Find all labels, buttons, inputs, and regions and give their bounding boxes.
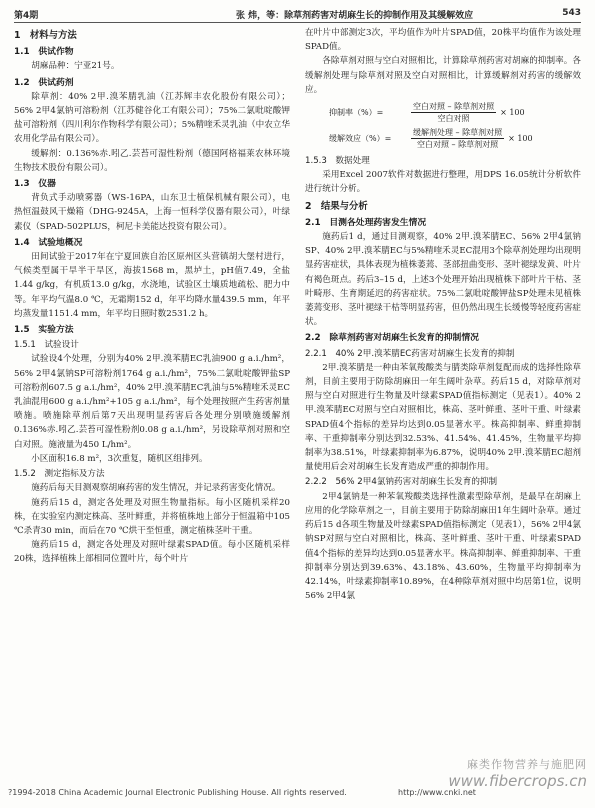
formula-block [329,101,581,150]
article-running-title: 张 炜，等：除草剂药害对胡麻生长的抑制作用及其缓解效应 [236,11,474,21]
subsection-heading: 1.1 供试作物 [14,47,74,58]
header-rule [14,22,581,23]
paragraph: 2甲4氯钠是一种苯氧羧酸类选择性激素型除草剂，是最早在胡麻上应用的化学除草剂之一，目前主要用于防除胡麻田1年生阔叶杂草。通过药后15 d各项生物量及叶绿素SPAD值指标测定（见表1），56% 2甲4氯钠SP对照与空白对照相比，株高、茎叶鲜重、茎叶干重、叶绿素SPAD值4个指标的差异均达到0.05显著水平。株高抑制率、鲜重抑制率、干重抑制率分别达到39.63%、43.18%、43.60%，生物量平均抑制率为42.14%，叶绿素抑制率10.89%，在4种除草剂对照中均居第1位，说明56% 2甲4氯 [305,491,581,602]
numerator: 缓解剂处理 – 除草剂对照 [413,128,503,138]
paragraph: 缓解剂：0.136%赤.吲乙.芸苔可湿性粉剂（德国阿格福莱农林环境生物技术股份有限公司）。 [14,148,290,173]
fraction [411,101,496,124]
subsection-heading: 1.3 仪器 [14,179,56,190]
section-heading: 2 结果与分析 [305,200,368,212]
running-header [14,6,581,22]
page-footer [0,784,595,804]
subsubsection-heading: 1.5.2 测定指标及方法 [14,469,105,480]
issue-number: 第4期 [14,11,39,21]
paragraph: 施药后15 d，测定各处理及对照叶绿素SPAD值。每小区随机采样20株，选择植株上部相同位置叶片，每个叶片 [14,540,290,565]
denominator: 空白对照 [437,114,470,124]
fraction [411,127,504,150]
footer-link[interactable]: http://www.cnki.net [398,788,476,797]
multiplier: × 100 [508,134,533,144]
subsection-heading: 2.2 除草剂药害对胡麻生长发育的抑制情况 [305,333,479,344]
paragraph: 施药后15 d，测定各处理及对照生物量指标。每小区随机采样20株，在实验室内测定株高、茎叶鲜重，并将植株地上部分于恒温箱中105 ℃杀青30 min，而后在70 ℃烘干至恒重，测定植株茎叶干重。 [14,497,290,536]
paragraph: 小区面积16.8 m²，3次重复，随机区组排列。 [31,453,208,464]
left-column [14,26,290,768]
watermark-url: www.fibercrops.cn [448,772,587,790]
paragraph: 除草剂：40% 2甲.溴苯腈乳油（江苏辉丰农化股份有限公司）；56% 2甲4氯钠可溶粉剂（江苏健谷化工有限公司）；75%二氯吡啶酸钾盐可溶粉剂（四川利尔作物科学有限公司）；5%精喹禾灵乳油（中农立华农用化学品有限公司）。 [14,91,290,145]
paragraph: 施药后每天目测观察胡麻药害的发生情况，并记录药害变化情况。 [31,483,281,494]
paragraph: 采用Excel 2007软件对数据进行整理，用DPS 16.05统计分析软件进行统计分析。 [305,170,581,195]
multiplier: × 100 [500,108,525,118]
page-number: 543 [562,8,581,18]
formula-label: 缓解效应（%）= [329,134,392,144]
subsubsection-heading: 2.2.2 56% 2甲4氯钠药害对胡麻生长发育的抑制 [305,477,498,488]
paragraph: 在叶片中部测定3次，平均值作为叶片SPAD值，20株平均值作为该处理SPAD值。 [305,28,581,53]
subsubsection-heading: 1.5.1 试验设计 [14,340,79,351]
subsubsection-heading: 1.5.3 数据处理 [305,156,370,167]
subsubsection-heading: 2.2.1 40% 2甲.溴苯腈EC药害对胡麻生长发育的抑制 [305,348,515,359]
inhibition-rate-formula [329,101,581,124]
copyright-notice: ?1994-2018 China Academic Journal Electronic Publishing House. All rights reserved. [8,788,347,797]
paragraph: 2甲.溴苯腈是一种由苯氧羧酸类与腈类除草剂复配而成的选择性除草剂，目前主要用于防除胡麻田一年生阔叶杂草。药后15 d，对除草剂对照与空白对照进行生物量及叶绿素SPAD值指标测定（见表1）。40% 2甲.溴苯腈EC对照与空白对照相比，株高、茎叶鲜重、茎叶干重、叶绿素SPAD值4个指标的差异均达到0.05显著水平。株高抑制率、鲜重抑制率、干重抑制率分别达到32.53%、41.54%、41.45%，生物量平均抑制率为38.51%，叶绿素抑制率为6.87%，说明40% 2甲.溴苯腈EC超剂量使用后会对胡麻生长发育造成严重的抑制作用。 [305,362,581,473]
watermark-text: 麻类作物营养与施肥网 [467,758,587,771]
right-column [305,26,581,768]
paragraph: 胡麻品种：宁亚21号。 [31,61,120,72]
mitigation-effect-formula [329,127,581,150]
subsection-heading: 1.2 供试药剂 [14,77,74,88]
section-heading: 1 材料与方法 [14,30,77,41]
paragraph: 背负式手动喷雾器（WS-16PA，山东卫士植保机械有限公司），电热恒温鼓风干燥箱（DHG-9245A，上海一恒科学仪器有限公司），叶绿素仪（SPAD-502PLUS，柯尼卡美能达投资有限公司）。 [14,193,290,232]
subsection-heading: 1.5 实验方法 [14,325,74,336]
paragraph: 试验设4个处理，分别为40% 2甲.溴苯腈EC乳油900 g a.i./hm²，56% 2甲4氯钠SP可溶粉剂1764 g a.i./hm²，75%二氯吡啶酸钾盐SP可溶粉剂607.5 g a.i./hm²，40% 2甲.溴苯腈EC乳油与5%精喹禾灵EC乳油混用600 g a.i./hm²+105 g a.i./hm²，每个处理按照产生药害剂量喷施。喷施除草剂后第7天出现明显药害后各处理分别喷施缓解剂0.136%赤.吲乙.芸苔可湿性粉剂0.08 g a.i./hm²，另设除草剂对照和空白对照。施液量为450 L/hm²。 [14,354,290,450]
formula-label: 抑制率（%）= [329,108,384,118]
denominator: 空白对照 – 除草剂对照 [417,140,499,150]
numerator: 空白对照 – 除草剂对照 [413,102,495,112]
subsection-heading: 2.1 目测各处理药害发生情况 [305,217,427,228]
paragraph: 各除草剂对照与空白对照相比，计算除草剂药害对胡麻的抑制率。各缓解剂处理与除草剂对照及空白对照相比，计算缓解剂对药害的缓解效应。 [305,56,581,95]
paragraph: 田间试验于2017年在宁夏回族自治区原州区头营镇胡大堡村进行，气候类型属干旱半干旱区，海拔1568 m，黑垆土，pH值7.49，全盐1.44 g/kg，有机质13.0 g/kg，水浇地，试验区土壤质地疏松、肥力中等。年平均气温8.0 ℃，无霜期152 d，年平均降水量439.5 mm，年平均蒸发量1151.4 mm，年平均日照时数2531.2 h。 [14,252,290,319]
subsection-heading: 1.4 试验地概况 [14,237,83,248]
paragraph: 施药后1 d，通过目测观察，40% 2甲.溴苯腈EC、56% 2甲4氯钠SP、40% 2甲.溴苯腈EC与5%精喹禾灵EC混用3个除草剂处理均出现明显药害症状，具体表现为植株萎蔫、茎部扭曲变形、茎叶褪绿发黄、叶片有褐色斑点。药后3–15 d，上述3个处理开始出现植株下部叶片干枯、茎叶畸形、生育期延迟的药害症状。75%二氯吡啶酸钾盐SP处理未见植株萎蔫变形、茎叶褪绿干枯等明显药害，但仍然出现生长缓慢等轻度药害症状。 [305,232,581,328]
